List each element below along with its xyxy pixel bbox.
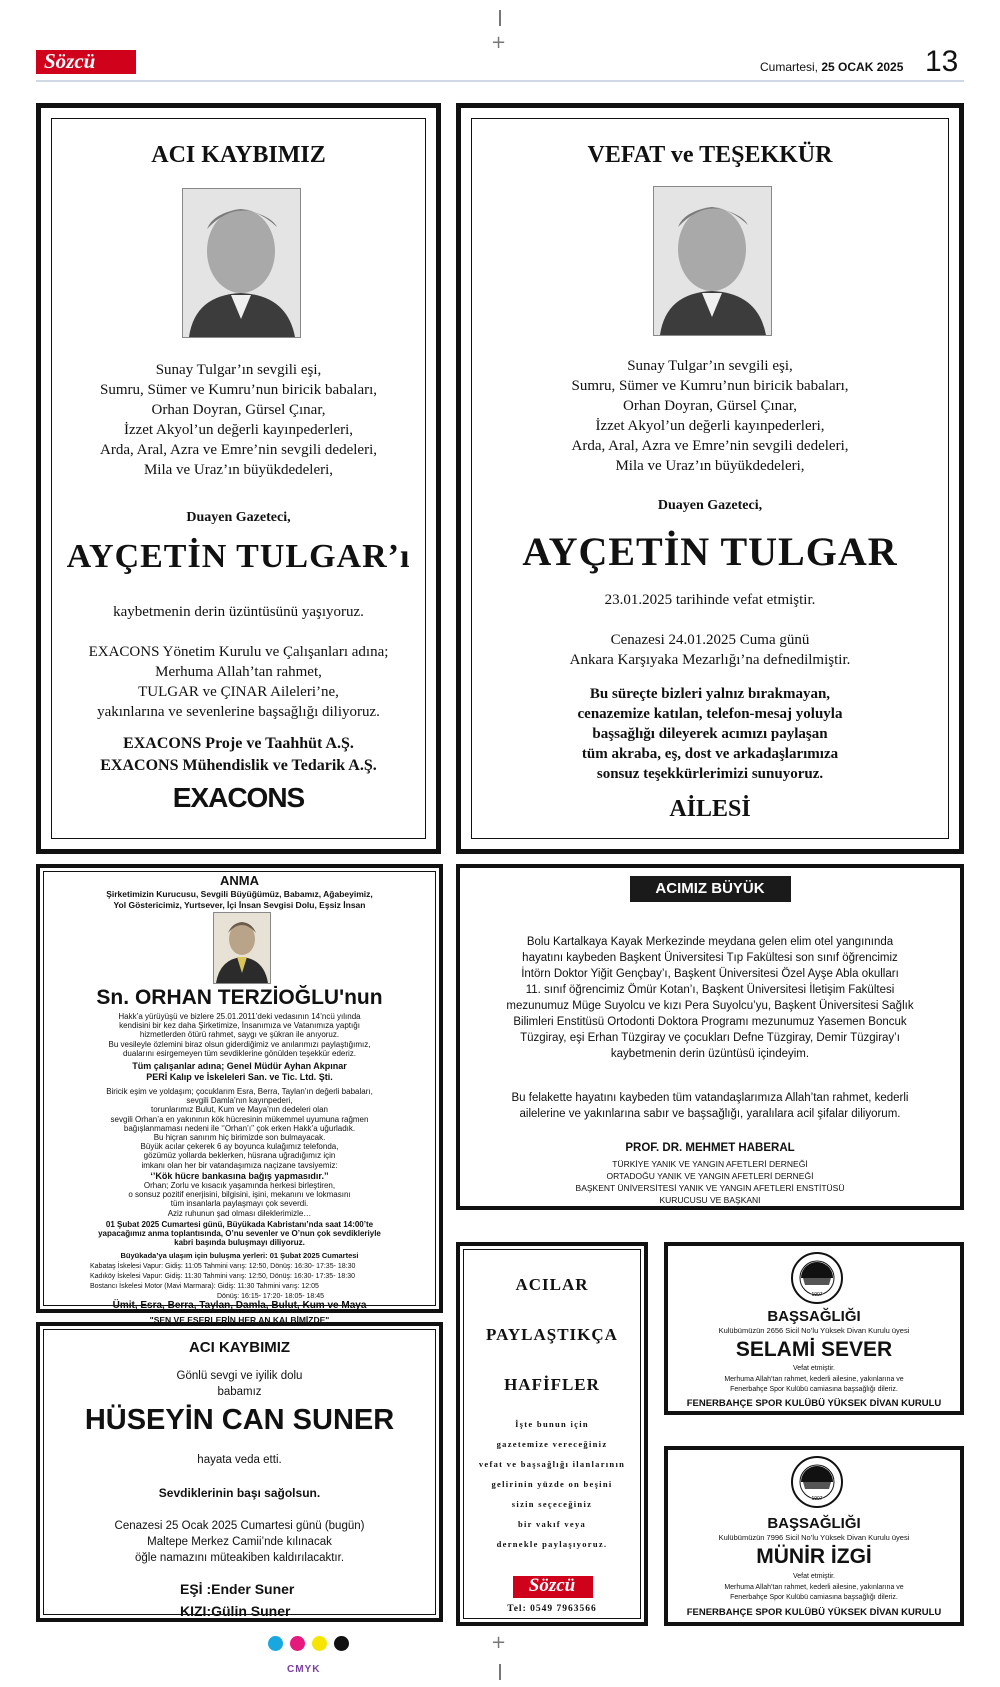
ad-title: BAŞSAĞLIĞI: [767, 1515, 861, 1532]
logo-text: Sözcü: [44, 49, 96, 73]
magenta-swatch: [290, 1636, 305, 1651]
svg-text:1907: 1907: [811, 1292, 823, 1298]
fenerbahce-condolence-münir-izgi: [664, 1446, 964, 1626]
footer-org: FENERBAHÇE SPOR KULÜBÜ YÜKSEK DİVAN KURULU: [686, 1607, 942, 1618]
sozcu-logo-text: Sözcü: [528, 1575, 576, 1596]
staff-lines: Tüm çalışanlar adına; Genel Müdür Ayhan Akpınar PERİ Kalıp ve İskeleleri San. ve Tic. Ltd. Şti.: [132, 1061, 347, 1082]
svg-text:1907: 1907: [811, 1496, 823, 1502]
page-number: 13: [925, 45, 959, 78]
condolence-text: Vefat etmiştir. Merhuma Allah’tan rahmet, kederli ailesine, yakınlarına ve Fenerbahçe Spor Kulübü camiasına başsağlığı dileriz.: [724, 1573, 904, 1601]
obituary-ad-vefat-tesekkur: [456, 103, 964, 854]
sender-lines: EXACONS Yönetim Kurulu ve Çalışanları adına; Merhuma Allah’tan rahmet, TULGAR ve ÇINAR Aileleri’ne, yakınlarına ve sevenlerine başsağlığı diliyoruz.: [88, 644, 389, 720]
paragraph-2: Biricik eşim ve yoldaşım; çocuklarım Esra, Berra, Taylan’ın değerli babaları, sevgili Damla’nın kayınpederi, torunlarımız Bulut, Kum ve Maya’nın dedeleri olan sevgili Orhan’a en yakınının kök hücresinin mükemmel uyumuna rağmen bağışlanmaması nedeni ile ‘’Orhan’ı’’ çok erken Hakk’a uğurladık. Bu hiçran sanırım hiç birimizde son bulmayacak. Büyük acılar çekerek 6 ay boyunca kulağımız telefonda, gözümüz yollarda beklerken, hüsrana uğradığımız için imkanı olan her bir vatandaşımıza naçizane tavsiyemiz:: [106, 1087, 373, 1170]
sorrow-line: kaybetmenin derin üzüntüsünü yaşıyoruz.: [113, 604, 364, 620]
organization-lines: TÜRKİYE YANIK VE YANGIN AFETLERİ DERNEĞİ ORTADOĞU YANIK VE YANGIN AFETLERİ DERNEĞİ BAŞKENT ÜNİVERSİTESİ YANIK VE YANGIN AFETLERİ ENSTİTÜSÜ KURUCUSU VE BAŞKANI: [575, 1159, 845, 1205]
obituary-ad-hüseyin-can-suner: [36, 1322, 443, 1622]
footer-org: FENERBAHÇE SPOR KULÜBÜ YÜKSEK DİVAN KURULU: [686, 1398, 942, 1409]
info-lines: İşte bunun için gazetemize vereceğiniz vefat ve başsağlığı ilanlarının gelirinin yüzde on beşini sizin seçeceğiniz bir vakıf veya dernekle paylaşıyoruz.: [478, 1419, 626, 1549]
person-name: Sn. ORHAN TERZİOĞLU'nun: [96, 986, 383, 1009]
member-line: Kulübümüzün 2656 Sicil No’lu Yüksek Divan Kurulu üyesi: [718, 1326, 910, 1335]
paragraph-3: Orhan; Zorlu ve kısacık yaşamında herkesi birleştiren, o sonsuz pozitif enerjisini, bilgisini, işini, mekanını ve lokmasını tüm insanlarla paylaşmayı çok severdi. Aziz ruhunun şad olması dileklerimizle…: [128, 1181, 351, 1218]
family-signature: AİLESİ: [669, 796, 751, 822]
deceased-name: SELAMİ SEVER: [735, 1338, 893, 1361]
memorial-ad-anma: [36, 864, 443, 1325]
fenerbahce-emblem-icon: [791, 1252, 843, 1304]
funeral-lines: Cenazesi 24.01.2025 Cuma günü Ankara Karşıyaka Mezarlığı’na defnedilmiştir.: [569, 632, 851, 668]
paragraph-1: Hakk’a yürüyüşü ve bizlere 25.01.2011’deki vedasının 14’ncü yılında kendisini bir kez daha Şirketimize, İnsanımıza ve Vatanımıza yaptığı hizmetlerden ötürü rahmet, saygı ve şükran ile anıyoruz. Bu vesileyle özlemini biraz olsun giderdiğimiz ve anılarımızı paylaştığımız, dualarını esirgemeyen tüm sevdiklerine gönülden teşekkür ederiz.: [108, 1012, 371, 1058]
deceased-name: HÜSEYİN CAN SUNER: [84, 1404, 395, 1436]
family-signatures: EŞİ :Ender Suner KIZI:Gülin Suner: [180, 1581, 295, 1619]
deceased-role: Duayen Gazeteci,: [657, 498, 763, 513]
slogan-lines: ACILAR PAYLAŞTIKÇA HAFİFLER: [486, 1275, 618, 1394]
condolence-line: Sevdiklerinin başı sağolsun.: [158, 1486, 321, 1500]
signer-name: PROF. DR. MEHMET HABERAL: [625, 1142, 795, 1154]
condolence-ad-acımız-büyük: [456, 864, 964, 1210]
death-date-line: 23.01.2025 tarihinde vefat etmiştir.: [604, 592, 816, 608]
family-names: Ümit, Esra, Berra, Taylan, Damla, Bulut, Kum ve Maya: [112, 1300, 367, 1311]
ad-title: ANMA: [220, 873, 259, 888]
portrait-photo: [182, 188, 301, 338]
condolence-text: Vefat etmiştir. Merhuma Allah’tan rahmet, kederli ailesine, yakınlarına ve Fenerbahçe Spor Kulübü camiasına başsağlığı dileriz.: [724, 1365, 904, 1393]
company-lines: EXACONS Proje ve Taahhüt A.Ş. EXACONS Mühendislik ve Tedarik A.Ş.: [100, 735, 377, 774]
thanks-lines: Bu süreçte bizleri yalnız bırakmayan, cenazemize katılan, telefon-mesaj yoluyla başsağlığı dileyerek acımızı paylaşan tüm akraba, eş, dost ve arkadaşlarımıza sonsuz teşekkürlerimizi sunuyoruz.: [577, 686, 843, 782]
exacons-logo: EXACONS: [172, 782, 305, 813]
paragraph-1: Bolu Kartalkaya Kayak Merkezinde meydana gelen elim otel yangınında hayatını kaybeden Başkent Üniversitesi Tıp Fakültesi son sınıf öğrencimiz İntörn Doktor Yiğit Gençbay’ı, Başkent Üniversitesi Özel Ayşe Abla okulları 11. sınıf öğrencimiz Ömür Kotan’ı, Başkent Üniversitesi İletişim Fakültesi mezunumuz Müge Suyolcu ve kızı Pera Suyolcu’yu, Başkent Üniversitesi Sağlık Bilimleri Enstitüsü Ortodonti Doktora Programı mezunumuz Yasemen Boncuk Tüzgiray, eşi Erhan Tüzgiray ve çocukları Defne Tüzgiray, Demir Tüzgiray’ı kaybetmenin derin üzüntüsü içindeyim.: [506, 936, 914, 1060]
closing-line: "SEN VE ESERLERİN HER AN KALBİMİZDE": [149, 1315, 330, 1325]
header-day: Cumartesi,: [760, 60, 819, 74]
family-lines: Sunay Tulgar’ın sevgili eşi, Sumru, Sümer ve Kumru’nun biricik babaları, Orhan Doyran, Gürsel Çınar, İzzet Akyol’un değerli kayınpederleri, Arda, Aral, Azra ve Emre’nin sevgili dedeleri, Mila ve Uraz’ın büyükdedeleri,: [99, 362, 378, 478]
family-lines: Sunay Tulgar’ın sevgili eşi, Sumru, Sümer ve Kumru’nun biricik babaları, Orhan Doyran, Gürsel Çınar, İzzet Akyol’un değerli kayınpederleri, Arda, Aral, Azra ve Emre’nin sevgili dedeleri, Mila ve Uraz’ın büyükdedeleri,: [571, 358, 849, 474]
ad-title: VEFAT ve TEŞEKKÜR: [587, 142, 833, 168]
crop-mark: [499, 10, 501, 26]
deceased-name: AYÇETİN TULGAR’ı: [66, 538, 411, 575]
quote: ‘’Kök hücre bankasına bağış yapmasıdır.’’: [150, 1171, 329, 1181]
cyan-swatch: [268, 1636, 283, 1651]
intro-lines: Gönlü sevgi ve iyilik dolu babamız: [176, 1370, 303, 1398]
ad-title: ACIMIZ BÜYÜK: [655, 880, 765, 897]
ceremony-lines: 01 Şubat 2025 Cumartesi günü, Büyükada Kabristanı’nda saat 14:00’te yapacağımız anma toplantısında, O’nu sevenler ve O’nun çok sevdikleriyle kabri başında buluşmayı diliyoruz.: [98, 1220, 381, 1248]
ad-title: ACI KAYBIMIZ: [188, 1339, 291, 1356]
deceased-name: MÜNİR İZGİ: [756, 1545, 872, 1568]
header: [0, 0, 1000, 90]
ferry-schedule: Kabataş İskelesi Vapur: Gidiş: 11:05 Tahmini varış: 12:50, Dönüş: 16:30- 17:35- 18:30 Kadıköy İskelesi Vapur: Gidiş: 11:30 Tahmini varış: 12:50, Dönüş: 16:30- 17:35- 18:30 Bostancı İskelesi Motor (Mavi Marmara): Gidiş: 11:30 Tahmini varış: 12:05 Dönüş: 16:15- 17:20- 18:05- 18:45: [90, 1263, 356, 1300]
ferry-title: Büyükada’ya ulaşım için buluşma yerleri: 01 Şubat 2025 Cumartesi: [120, 1251, 359, 1260]
sozcu-house-ad: [456, 1242, 648, 1626]
farewell-line: hayata veda etti.: [197, 1454, 282, 1466]
funeral-lines: Cenazesi 25 Ocak 2025 Cumartesi günü (bugün) Maltepe Merkez Camii’nde kılınacak öğle namazını müteakiben kaldırılacaktır.: [114, 1520, 365, 1564]
header-date-value: 25 OCAK 2025: [821, 60, 904, 74]
fenerbahce-emblem-icon: [791, 1456, 843, 1508]
portrait-photo: [653, 186, 772, 336]
header-date: [760, 60, 903, 74]
obituary-ad-acı-kaybımız: [36, 103, 441, 854]
subtitle-lines: Şirketimizin Kurucusu, Sevgili Büyüğümüz, Babamız, Ağabeyimiz, Yol Göstericimiz, Yurtsever, İçi İnsan Sevgisi Dolu, Eşsiz İnsan: [106, 889, 373, 910]
registration-mark: +: [491, 1632, 507, 1653]
phone-number: Tel: 0549 7963566: [507, 1604, 597, 1614]
fenerbahce-condolence-selami-sever: [664, 1242, 964, 1415]
yellow-swatch: [312, 1636, 327, 1651]
registration-mark: +: [491, 32, 507, 53]
black-swatch: [334, 1636, 349, 1651]
cmyk-label: CMYK: [287, 1664, 321, 1675]
crop-mark: [499, 1664, 501, 1680]
deceased-name: AYÇETİN TULGAR: [522, 529, 898, 574]
member-line: Kulübümüzün 7996 Sicil No’lu Yüksek Divan Kurulu üyesi: [718, 1533, 910, 1542]
paragraph-2: Bu felakette hayatını kaybeden tüm vatandaşlarımıza Allah’tan rahmet, kederli ailelerine ve yakınlarına sabır ve başsağlığı, yaralılara acil şifalar diliyorum.: [511, 1092, 909, 1120]
deceased-role: Duayen Gazeteci,: [186, 510, 291, 525]
ad-title: ACI KAYBIMIZ: [151, 142, 326, 168]
portrait-photo: [213, 912, 271, 984]
header-rule: [36, 80, 964, 82]
cmyk-swatches: [268, 1636, 358, 1652]
ad-title: BAŞSAĞLIĞI: [767, 1308, 861, 1325]
